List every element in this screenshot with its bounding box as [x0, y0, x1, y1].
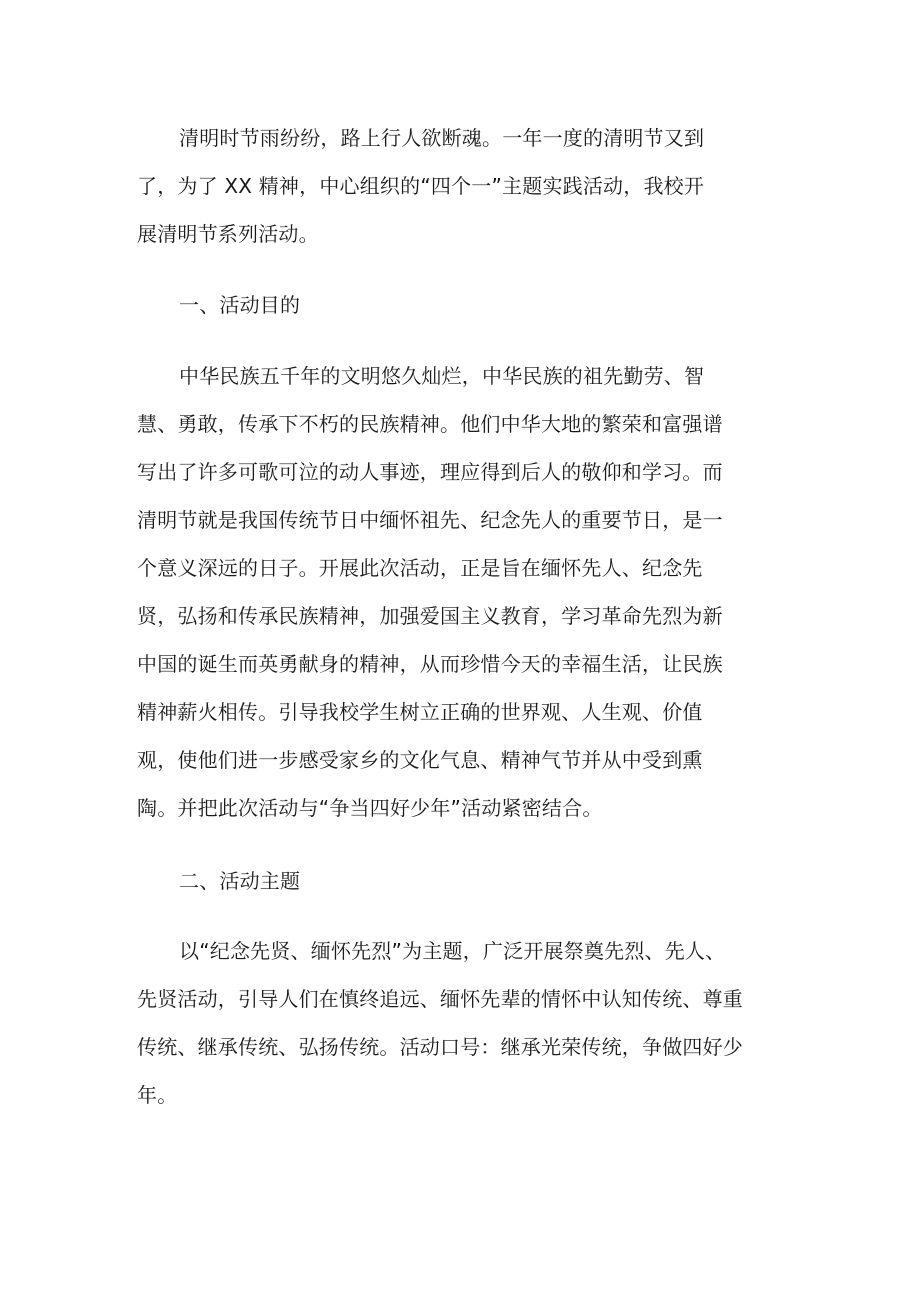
purpose-line-1: 中华民族五千年的文明悠久灿烂，中华民族的祖先勤劳、智	[179, 364, 705, 388]
purpose-line-6: 贤，弘扬和传承民族精神，加强爱国主义教育，学习革命先烈为新	[137, 604, 723, 628]
intro-line-3: 展清明节系列活动。	[137, 222, 319, 246]
theme-line-4: 年。	[137, 1083, 178, 1107]
purpose-line-8: 精神薪火相传。引导我校学生树立正确的世界观、人生观、价值	[137, 700, 703, 724]
purpose-line-7: 中国的诞生而英勇献身的精神，从而珍惜今天的幸福生活，让民族	[137, 652, 723, 676]
section-heading-theme: 二、活动主题	[179, 869, 301, 893]
purpose-line-10: 陶。并把此次活动与“争当四好少年”活动紧密结合。	[137, 796, 603, 820]
purpose-line-3: 写出了许多可歌可泣的动人事迹，理应得到后人的敬仰和学习。而	[137, 460, 723, 484]
intro-line-2: 了，为了 XX 精神，中心组织的“四个一”主题实践活动，我校开	[137, 174, 705, 198]
purpose-line-9: 观，使他们进一步感受家乡的文化气息、精神气节并从中受到熏	[137, 748, 703, 772]
theme-line-3: 传统、继承传统、弘扬传统。活动口号：继承光荣传统，争做四好少	[137, 1035, 743, 1059]
intro-line-1: 清明时节雨纷纷，路上行人欲断魂。一年一度的清明节又到	[179, 126, 705, 150]
theme-line-1: 以“纪念先贤、缅怀先烈”为主题，广泛开展祭奠先烈、先人、	[179, 939, 726, 963]
theme-line-2: 先贤活动，引导人们在慎终追远、缅怀先辈的情怀中认知传统、尊重	[137, 987, 743, 1011]
purpose-line-5: 个意义深远的日子。开展此次活动，正是旨在缅怀先人、纪念先	[137, 556, 703, 580]
purpose-line-4: 清明节就是我国传统节日中缅怀祖先、纪念先人的重要节日，是一	[137, 508, 723, 532]
purpose-line-2: 慧、勇敢，传承下不朽的民族精神。他们中华大地的繁荣和富强谱	[137, 412, 723, 436]
section-heading-purpose: 一、活动目的	[179, 293, 301, 317]
